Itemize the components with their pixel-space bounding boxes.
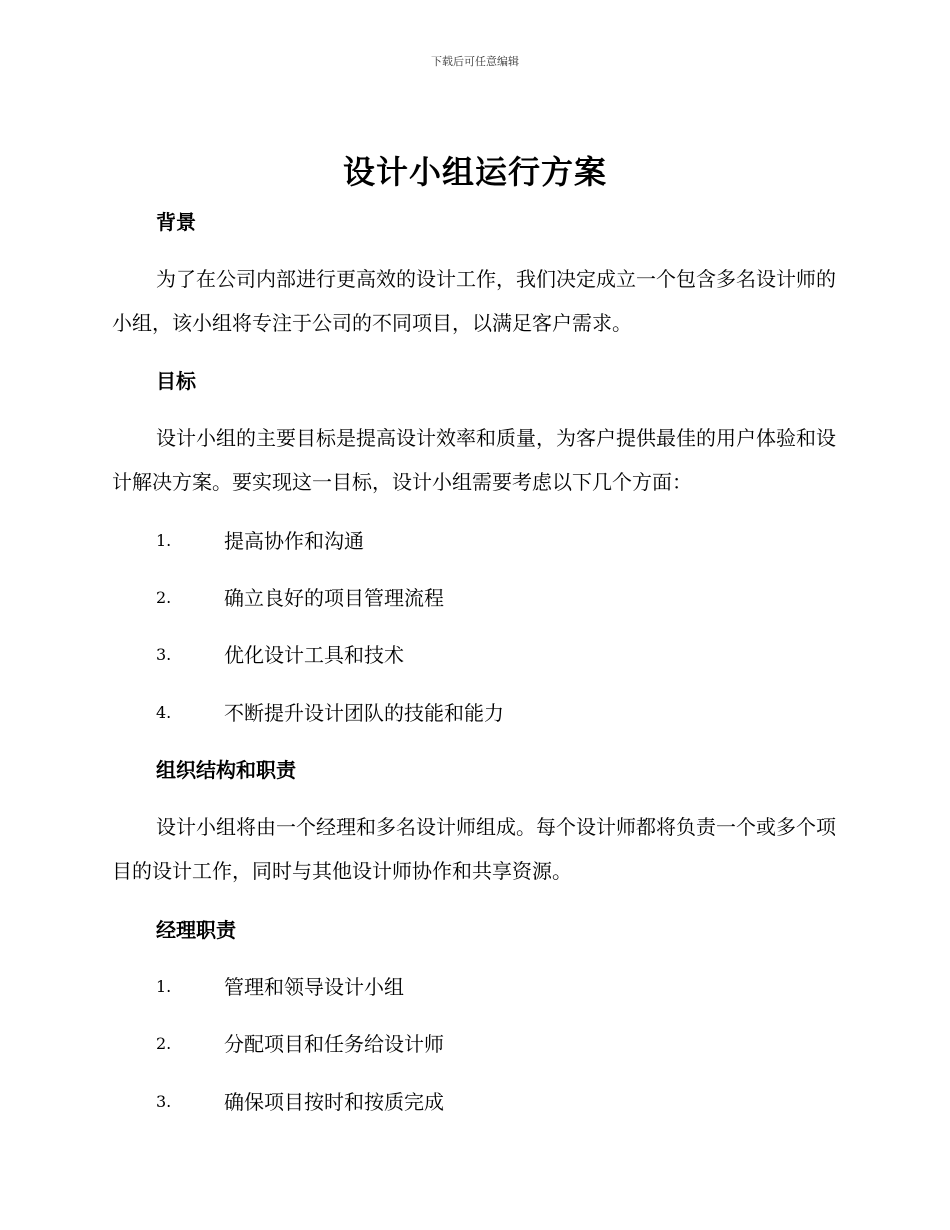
- list-number: 3.: [156, 645, 172, 664]
- list-text: 提高协作和沟通: [224, 529, 364, 553]
- section-heading-goals: 目标: [156, 369, 196, 393]
- list-text: 管理和领导设计小组: [224, 975, 404, 999]
- page-title: 设计小组运行方案: [342, 153, 607, 191]
- list-text: 确立良好的项目管理流程: [224, 586, 444, 610]
- list-number: 2.: [156, 588, 172, 607]
- list-text: 确保项目按时和按质完成: [224, 1090, 444, 1114]
- list-number: 4.: [156, 703, 172, 722]
- paragraph-goals: 设计小组的主要目标是提高设计效率和质量，为客户提供最佳的用户体验和设计解决方案。要实现这一目标，设计小组需要考虑以下几个方面：: [112, 426, 836, 494]
- paragraph-background: 为了在公司内部进行更高效的设计工作，我们决定成立一个包含多名设计师的小组，该小组将专注于公司的不同项目，以满足客户需求。: [112, 267, 836, 335]
- section-heading-structure: 组织结构和职责: [156, 758, 296, 782]
- section-heading-background: 背景: [156, 210, 196, 234]
- list-text: 分配项目和任务给设计师: [224, 1032, 444, 1056]
- list-number: 3.: [156, 1092, 172, 1111]
- section-heading-manager: 经理职责: [156, 918, 236, 942]
- list-text: 优化设计工具和技术: [224, 643, 404, 667]
- list-number: 1.: [156, 977, 172, 996]
- list-number: 1.: [156, 531, 172, 550]
- list-number: 2.: [156, 1034, 172, 1053]
- paragraph-structure: 设计小组将由一个经理和多名设计师组成。每个设计师都将负责一个或多个项目的设计工作，同时与其他设计师协作和共享资源。: [112, 815, 836, 883]
- list-text: 不断提升设计团队的技能和能力: [224, 701, 504, 725]
- header-note: 下载后可任意编辑: [431, 55, 519, 68]
